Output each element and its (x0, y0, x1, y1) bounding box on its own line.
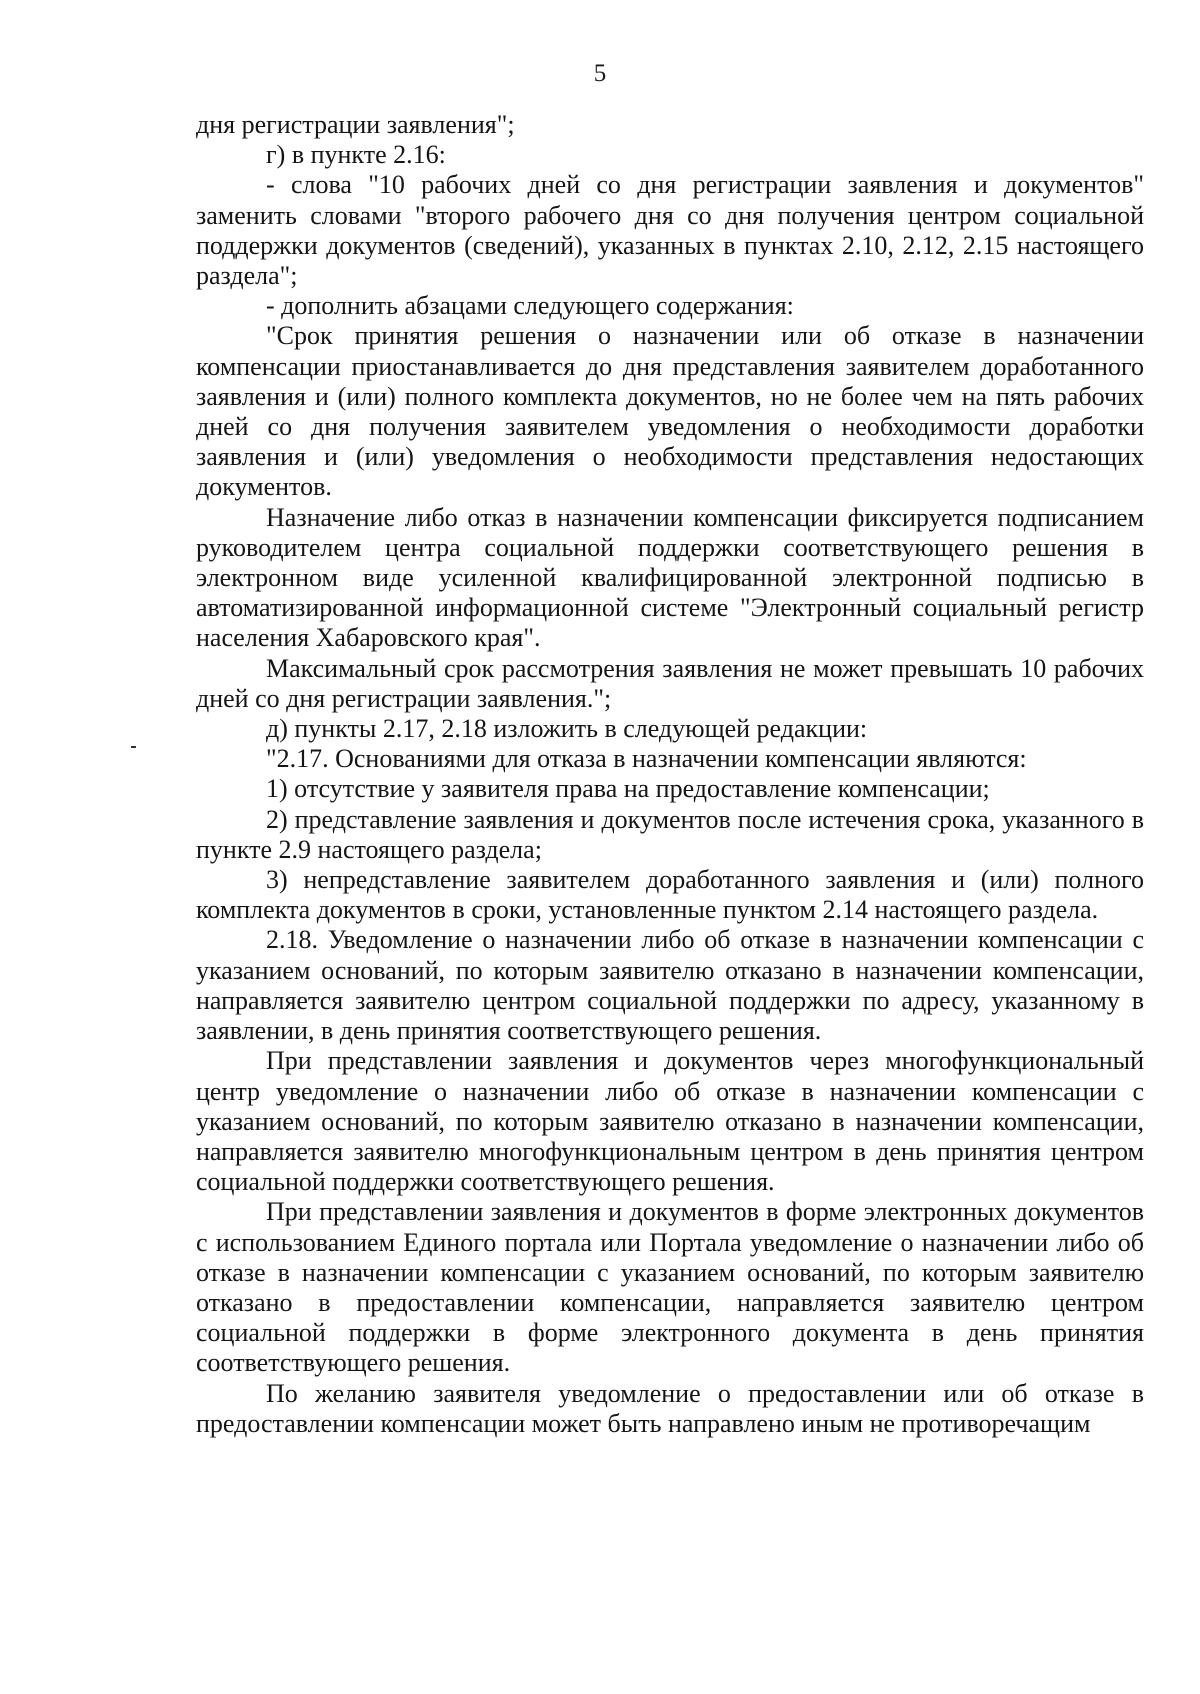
paragraph: При представлении заявления и документов через многофункциональный центр уведомление о назначении либо об отказе в назначении компенсации с указанием оснований, по которым заявителю отказано в назначении компенсации, направляется заявителю многофункциональным центром в день принятия центром социальной поддержки соответствующего решения. (196, 1046, 1144, 1197)
paragraph: "2.17. Основаниями для отказа в назначении компенсации являются: (266, 744, 1027, 774)
paragraph: Назначение либо отказ в назначении компенсации фиксируется подписанием руководителем центра социальной поддержки соответствующего решения в электронном виде усиленной квалифицированной электронной подписью в автоматизированной информационной системе "Электронный социальный регистр населения Хабаровского края". (196, 502, 1144, 653)
page-number: 5 (593, 60, 607, 87)
document-body (196, 110, 1144, 1439)
paragraph: 3) непредставление заявителем доработанного заявления и (или) полного комплекта документов в сроки, установленные пунктом 2.14 настоящего раздела. (196, 865, 1144, 925)
paragraph: 1) отсутствие у заявителя права на предоставление компенсации; (266, 774, 990, 804)
margin-mark (131, 746, 136, 748)
paragraph: При представлении заявления и документов в форме электронных документов с использованием Единого портала или Портала уведомление о назначении либо об отказе в назначении компенсации с указанием оснований, по которым заявителю отказано в предоставлении компенсации, направляется заявителю центром социальной поддержки в форме электронного документа в день принятия соответствующего решения. (196, 1197, 1144, 1378)
paragraph: 2) представление заявления и документов после истечения срока, указанного в пункте 2.9 настоящего раздела; (196, 804, 1144, 864)
paragraph: дня регистрации заявления"; (196, 110, 515, 139)
paragraph: д) пункты 2.17, 2.18 изложить в следующей редакции: (266, 714, 868, 744)
paragraph: Максимальный срок рассмотрения заявления не может превышать 10 рабочих дней со дня регистрации заявления."; (196, 653, 1144, 713)
paragraph: - дополнить абзацами следующего содержания: (266, 291, 794, 321)
paragraph: - слова "10 рабочих дней со дня регистрации заявления и документов" заменить словами "второго рабочего дня со дня получения центром социальной поддержки документов (сведений), указанных в пунктах 2.10, 2.12, 2.15 настоящего раздела"; (196, 170, 1144, 291)
paragraph: По желанию заявителя уведомление о предоставлении или об отказе в предоставлении компенсации может быть направлено иным не противоречащим (196, 1378, 1144, 1438)
paragraph: 2.18. Уведомление о назначении либо об отказе в назначении компенсации с указанием оснований, по которым заявителю отказано в назначении компенсации, направляется заявителю центром социальной поддержки по адресу, указанному в заявлении, в день принятия соответствующего решения. (196, 925, 1144, 1046)
paragraph: г) в пункте 2.16: (266, 140, 446, 170)
paragraph: "Срок принятия решения о назначении или об отказе в назначении компенсации приостанавливается до дня представления заявителем доработанного заявления и (или) полного комплекта документов, но не более чем на пять рабочих дней со дня получения заявителем уведомления о необходимости доработки заявления и (или) уведомления о необходимости представления недостающих документов. (196, 321, 1144, 502)
